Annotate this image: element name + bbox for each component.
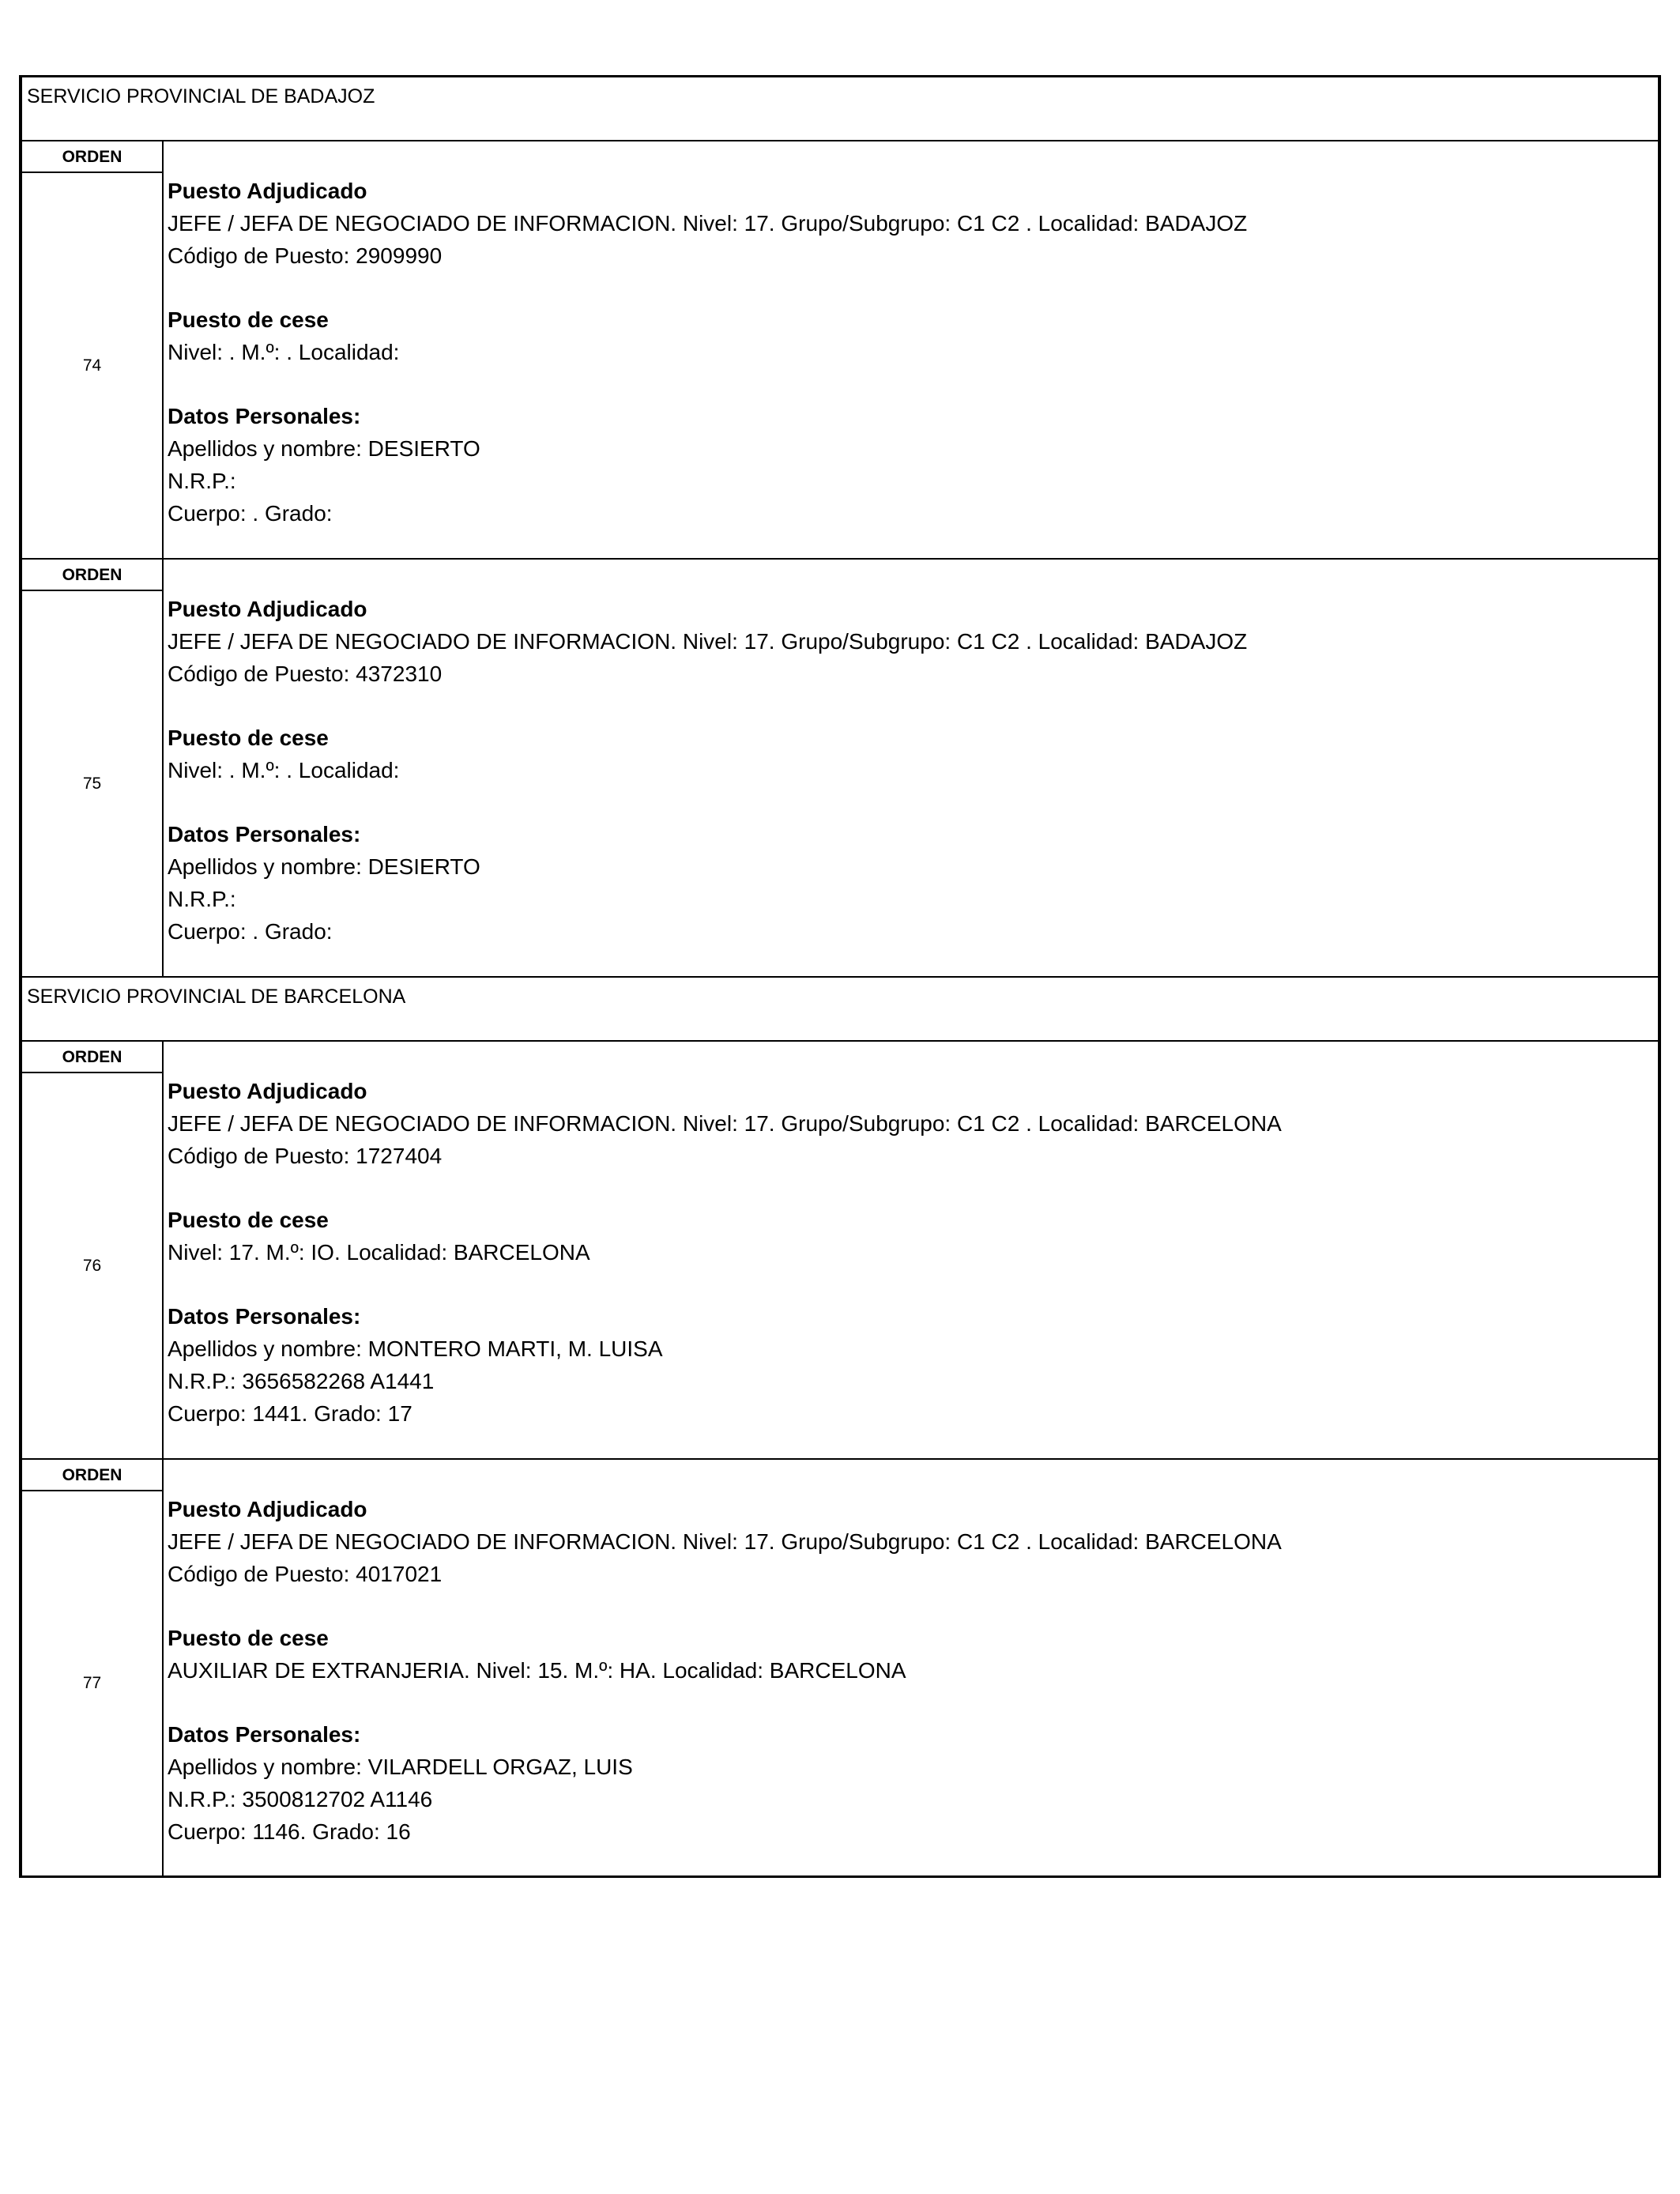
- datos-personales-heading: Datos Personales:: [168, 1722, 361, 1747]
- puesto-cese-text: Nivel: 17. M.º: IO. Localidad: BARCELONA: [168, 1240, 590, 1265]
- codigo-puesto: Código de Puesto: 1727404: [168, 1144, 443, 1168]
- orden-header: ORDEN: [22, 1460, 162, 1491]
- orden-column: [22, 141, 164, 558]
- puesto-cese-heading: Puesto de cese: [168, 1208, 329, 1232]
- orden-header: ORDEN: [22, 1042, 162, 1073]
- apellidos-nombre: Apellidos y nombre: MONTERO MARTI, M. LUISA: [168, 1336, 663, 1361]
- nrp: N.R.P.: 3656582268 A1441: [168, 1369, 435, 1393]
- entry-details: [164, 1460, 1658, 1875]
- puesto-cese-text: Nivel: . M.º: . Localidad:: [168, 340, 400, 364]
- codigo-puesto: Código de Puesto: 4017021: [168, 1562, 443, 1586]
- cuerpo-grado: Cuerpo: 1146. Grado: 16: [168, 1819, 411, 1844]
- puesto-cese-heading: Puesto de cese: [168, 726, 329, 750]
- orden-number: 77: [82, 1674, 102, 1692]
- datos-personales-heading: Datos Personales:: [168, 1304, 361, 1329]
- entry-row: [22, 141, 1658, 560]
- puesto-cese-heading: Puesto de cese: [168, 307, 329, 332]
- apellidos-nombre: Apellidos y nombre: VILARDELL ORGAZ, LUIS: [168, 1755, 633, 1779]
- entry-row: [22, 560, 1658, 978]
- service-header-barcelona: SERVICIO PROVINCIAL DE BARCELONA: [22, 978, 1658, 1042]
- puesto-adjudicado-text: JEFE / JEFA DE NEGOCIADO DE INFORMACION. Nivel: 17. Grupo/Subgrupo: C1 C2 . Localidad: BADAJOZ: [168, 211, 1248, 236]
- puesto-adjudicado-heading: Puesto Adjudicado: [168, 1497, 367, 1521]
- puesto-adjudicado-text: JEFE / JEFA DE NEGOCIADO DE INFORMACION. Nivel: 17. Grupo/Subgrupo: C1 C2 . Localidad: BARCELONA: [168, 1111, 1282, 1136]
- orden-header: ORDEN: [22, 560, 162, 591]
- document-table: [19, 75, 1661, 1878]
- entry-details: [164, 560, 1658, 976]
- orden-number: 74: [82, 356, 102, 375]
- puesto-adjudicado-heading: Puesto Adjudicado: [168, 1079, 367, 1103]
- puesto-adjudicado-heading: Puesto Adjudicado: [168, 597, 367, 621]
- codigo-puesto: Código de Puesto: 2909990: [168, 243, 443, 268]
- puesto-adjudicado-heading: Puesto Adjudicado: [168, 179, 367, 203]
- entry-details: [164, 1042, 1658, 1458]
- orden-number: 76: [82, 1256, 102, 1275]
- entry-details: [164, 141, 1658, 558]
- orden-column: [22, 1042, 164, 1458]
- orden-column: [22, 560, 164, 976]
- puesto-cese-heading: Puesto de cese: [168, 1626, 329, 1650]
- nrp: N.R.P.: 3500812702 A1146: [168, 1787, 433, 1811]
- entry-row: [22, 1042, 1658, 1460]
- codigo-puesto: Código de Puesto: 4372310: [168, 662, 443, 686]
- nrp: N.R.P.:: [168, 887, 236, 911]
- apellidos-nombre: Apellidos y nombre: DESIERTO: [168, 436, 480, 461]
- entry-row: [22, 1460, 1658, 1878]
- puesto-adjudicado-text: JEFE / JEFA DE NEGOCIADO DE INFORMACION. Nivel: 17. Grupo/Subgrupo: C1 C2 . Localidad: BADAJOZ: [168, 629, 1248, 654]
- cuerpo-grado: Cuerpo: . Grado:: [168, 501, 333, 526]
- apellidos-nombre: Apellidos y nombre: DESIERTO: [168, 854, 480, 879]
- puesto-cese-text: AUXILIAR DE EXTRANJERIA. Nivel: 15. M.º: HA. Localidad: BARCELONA: [168, 1658, 906, 1683]
- datos-personales-heading: Datos Personales:: [168, 404, 361, 428]
- puesto-adjudicado-text: JEFE / JEFA DE NEGOCIADO DE INFORMACION. Nivel: 17. Grupo/Subgrupo: C1 C2 . Localidad: BARCELONA: [168, 1529, 1282, 1554]
- nrp: N.R.P.:: [168, 469, 236, 493]
- orden-number: 75: [82, 774, 102, 793]
- cuerpo-grado: Cuerpo: . Grado:: [168, 919, 333, 944]
- orden-column: [22, 1460, 164, 1875]
- puesto-cese-text: Nivel: . M.º: . Localidad:: [168, 758, 400, 782]
- cuerpo-grado: Cuerpo: 1441. Grado: 17: [168, 1401, 412, 1426]
- orden-header: ORDEN: [22, 141, 162, 173]
- datos-personales-heading: Datos Personales:: [168, 822, 361, 846]
- service-header-badajoz: SERVICIO PROVINCIAL DE BADAJOZ: [22, 77, 1658, 141]
